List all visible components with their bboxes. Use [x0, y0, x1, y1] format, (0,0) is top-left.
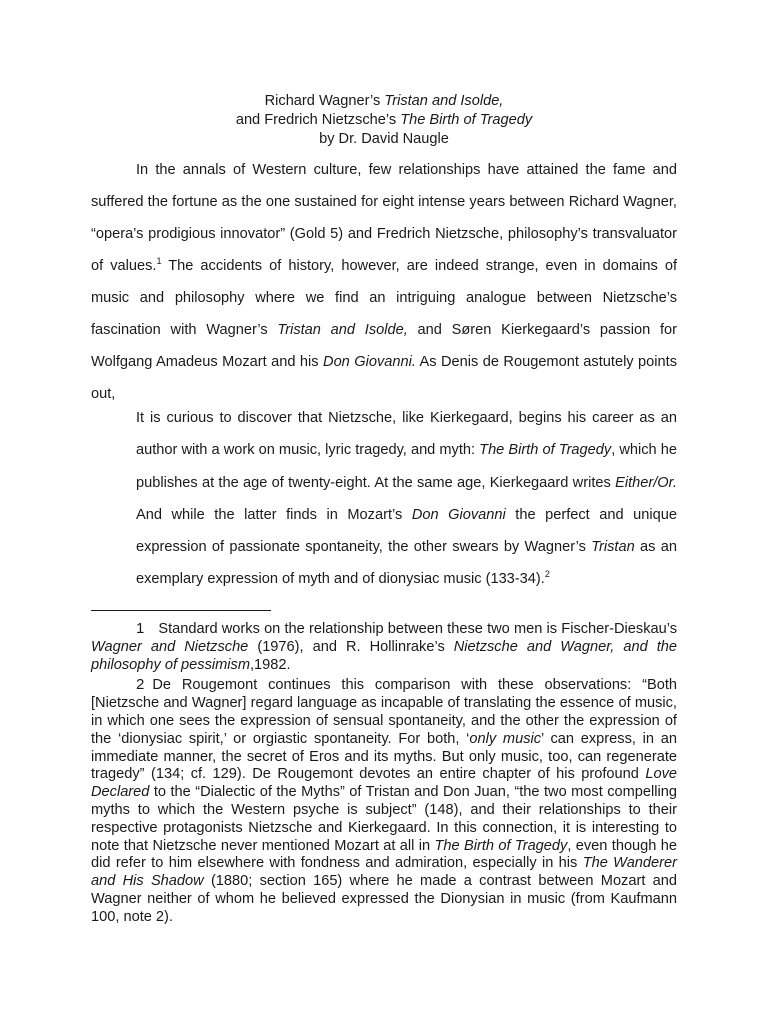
- title-italic-tristan: Tristan and Isolde,: [384, 93, 504, 109]
- body-paragraph: In the annals of Western culture, few relationships have attained the fame and suffered the fortune as the one sustained for eight intense years between Richard Wagner, “opera’s prodigious innovator” (Gold 5) and Fredrich Nietzsche, philosophy’s transvaluator of values.$^1$ The accidents of history, however, are indeed strange, even in domains of music and philosophy where we find an intriguing analogue between Nietzsche’s fascination with Wagner’s Tristan and Isolde, and Søren Kierkegaard’s passion for Wolfgang Amadeus Mozart and his Don Giovanni. As Denis de Rougemont astutely points out,: [91, 162, 677, 402]
- document-title: [0, 92, 768, 149]
- block-quote: It is curious to discover that Nietzsche, like Kierkegaard, begins his career as an author with a work on music, lyric tragedy, and myth: The Birth of Tragedy, which he publishes at the age of twenty-eight. At the same age, Kierkegaard writes Either/Or. And while the latter finds in Mozart’s Don Giovanni the perfect and unique expression of passionate spontaneity, the other swears by Wagner’s Tristan as an exemplary expression of myth and of dionysiac music (133-34).$^2$: [136, 410, 677, 588]
- title-line-1: Richard Wagner’s Tristan and Isolde,: [264, 93, 504, 109]
- footnote-2: 2 De Rougemont continues this comparison with these observations: “Both [Nietzsche and Wagner] regard language as incapable of translating the essence of music, in which one sees the expression of sensual spontaneity, and the other the expression of the ‘dionysiac spirit,’ or orgiastic spontaneity. For both, ‘only music’ can express, in an immediate manner, the secret of Eros and its myths. But only music, too, can regenerate tragedy” (134; cf. 129). De Rougemont devotes an entire chapter of his profound Love Declared to the “Dialectic of the Myths” of Tristan and Don Juan, “the two most compelling myths to which the Western psyche is subject” (148), and their relationships to their respective protagonists Nietzsche and Kierkegaard. In this connection, it is interesting to note that Nietzsche never mentioned Mozart at all in The Birth of Tragedy, even though he did refer to him elsewhere with fondness and admiration, especially in his The Wanderer and His Shadow (1880; section 165) where he made a contrast between Mozart and Wagner neither of whom he believed expressed the Dionysian in music (from Kaufmann 100, note 2).: [91, 676, 677, 925]
- footnote-ref-2[interactable]: 2: [544, 569, 550, 580]
- footnote-1: 1 Standard works on the relationship between these two men is Fischer-Dieskau’s Wagner and Nietzsche (1976), and R. Hollinrake’s Nietzsche and Wagner, and the philosophy of pessimism,1982.: [91, 620, 677, 673]
- footnote-2-number: 2: [136, 676, 145, 694]
- footnote-ref-1[interactable]: 1: [156, 256, 162, 266]
- title-line-2: and Fredrich Nietzsche’s The Birth of Tragedy: [235, 112, 533, 128]
- title-italic-birth: The Birth of Tragedy: [400, 112, 533, 128]
- footnote-divider: [91, 610, 271, 611]
- footnotes: [91, 620, 677, 929]
- footnote-1-number: 1: [136, 620, 145, 637]
- author-line: by Dr. David Naugle: [319, 131, 449, 147]
